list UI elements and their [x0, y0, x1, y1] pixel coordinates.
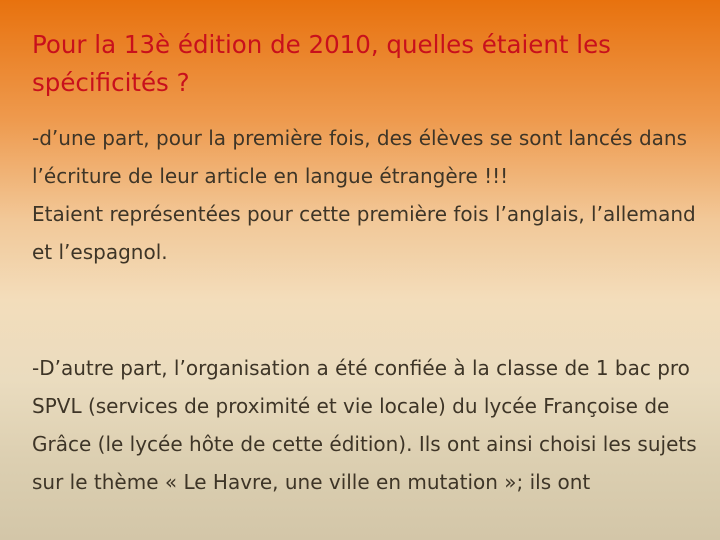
paragraph-first-continuation: Etaient représentées pour cette première fois l’anglais, l’allemand et l’espagnol.	[32, 202, 696, 264]
slide-title: Pour la 13è édition de 2010, quelles étaient les spécificités ?	[32, 30, 611, 97]
paragraph-first	[32, 119, 704, 271]
paragraph-first-line: -d’une part, pour la première fois, des élèves se sont lancés dans l’écriture de leur article en langue étrangère !!!	[32, 126, 687, 188]
paragraph-second: -D’autre part, l’organisation a été confiée à la classe de 1 bac pro SPVL (services de proximité et vie locale) du lycée Françoise de Grâce (le lycée hôte de cette édition). Ils ont ainsi choisi les sujets sur le thème « Le Havre, une ville en mutation »; ils ont	[32, 356, 697, 494]
